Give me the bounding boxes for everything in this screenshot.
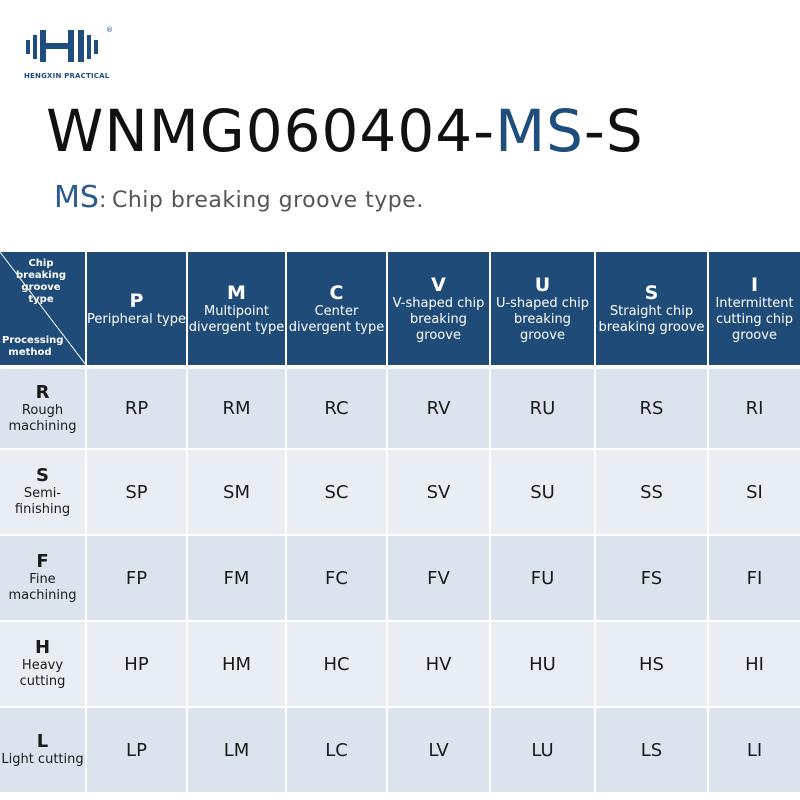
column-letter: U xyxy=(534,273,551,296)
table-cell: RS xyxy=(595,369,708,449)
subtitle-separator: : xyxy=(98,188,107,213)
column-header xyxy=(187,252,286,365)
table-cell: FC xyxy=(286,535,387,621)
subtitle-code: MS xyxy=(54,180,99,215)
table-row xyxy=(0,621,800,707)
corner-top-label: Chip breaking groove type xyxy=(16,258,66,305)
row-name: Fine machining xyxy=(8,572,77,603)
column-name: V-shaped chip breaking groove xyxy=(392,295,485,343)
table-cell: FI xyxy=(708,535,800,621)
product-code xyxy=(46,96,644,166)
column-letter: S xyxy=(644,281,659,304)
table-cell: SP xyxy=(86,449,187,535)
row-header xyxy=(0,535,86,621)
table-cell: HM xyxy=(187,621,286,707)
table-row xyxy=(0,535,800,621)
table-cell: RV xyxy=(387,369,490,449)
row-letter: S xyxy=(36,465,49,486)
table-corner-cell xyxy=(0,252,86,365)
column-header xyxy=(387,252,490,365)
table-cell: FM xyxy=(187,535,286,621)
column-header xyxy=(595,252,708,365)
row-name: Light cutting xyxy=(1,752,84,767)
registered-mark: ® xyxy=(106,26,113,34)
column-header xyxy=(286,252,387,365)
table-cell: LP xyxy=(86,707,187,793)
row-letter: F xyxy=(36,551,49,572)
product-code-suffix: -S xyxy=(583,97,644,165)
table-cell: LS xyxy=(595,707,708,793)
table-cell: SC xyxy=(286,449,387,535)
table-cell: RC xyxy=(286,369,387,449)
logo-text: HENGXIN PRACTICAL xyxy=(24,72,110,80)
column-letter: I xyxy=(750,273,759,296)
column-letter: M xyxy=(227,281,246,304)
table-cell: LU xyxy=(490,707,595,793)
column-name: U-shaped chip breaking groove xyxy=(495,295,590,343)
product-code-prefix: WNMG060404- xyxy=(46,97,496,165)
row-header xyxy=(0,449,86,535)
table-cell: FS xyxy=(595,535,708,621)
product-code-highlight: MS xyxy=(495,97,584,165)
row-name: Rough machining xyxy=(8,402,77,434)
column-letter: V xyxy=(431,273,446,296)
row-name: Semi-finishing xyxy=(14,486,71,517)
corner-bottom-label: Processing method xyxy=(2,335,64,358)
table-cell: HU xyxy=(490,621,595,707)
table-row xyxy=(0,449,800,535)
row-header xyxy=(0,707,86,793)
row-letter: H xyxy=(34,637,51,658)
column-header xyxy=(86,252,187,365)
groove-type-table xyxy=(0,252,800,794)
column-name: Intermittent cutting chip groove xyxy=(715,295,794,343)
table-cell: HC xyxy=(286,621,387,707)
table-cell: LV xyxy=(387,707,490,793)
column-header xyxy=(490,252,595,365)
table-cell: RU xyxy=(490,369,595,449)
column-header xyxy=(708,252,800,365)
column-name: Straight chip breaking groove xyxy=(598,303,705,335)
table-cell: FU xyxy=(490,535,595,621)
row-header xyxy=(0,621,86,707)
subtitle xyxy=(54,178,424,222)
table-cell: FP xyxy=(86,535,187,621)
table-cell: HS xyxy=(595,621,708,707)
column-letter: P xyxy=(129,289,144,312)
table-cell: LC xyxy=(286,707,387,793)
table-cell: SM xyxy=(187,449,286,535)
table-cell: RI xyxy=(708,369,800,449)
table-cell: SS xyxy=(595,449,708,535)
table-cell: SU xyxy=(490,449,595,535)
subtitle-description: Chip breaking groove type. xyxy=(111,188,424,213)
table-cell: RP xyxy=(86,369,187,449)
row-letter: L xyxy=(36,731,49,752)
table-cell: LI xyxy=(708,707,800,793)
table-row xyxy=(0,369,800,449)
row-name: Heavy cutting xyxy=(19,658,66,689)
table-cell: FV xyxy=(387,535,490,621)
row-header xyxy=(0,369,86,449)
table-row xyxy=(0,707,800,793)
table-header-row xyxy=(0,252,800,365)
column-letter: C xyxy=(329,281,344,304)
table-cell: RM xyxy=(187,369,286,449)
hengxin-logo-icon xyxy=(26,26,112,66)
table-cell: HI xyxy=(708,621,800,707)
row-letter: R xyxy=(35,381,50,403)
table-cell: HV xyxy=(387,621,490,707)
column-name: Center divergent type xyxy=(288,303,385,335)
table-cell: SI xyxy=(708,449,800,535)
column-name: Multipoint divergent type xyxy=(188,303,285,335)
table-cell: HP xyxy=(86,621,187,707)
column-name: Peripheral type xyxy=(87,311,186,327)
table-cell: SV xyxy=(387,449,490,535)
table-cell: LM xyxy=(187,707,286,793)
